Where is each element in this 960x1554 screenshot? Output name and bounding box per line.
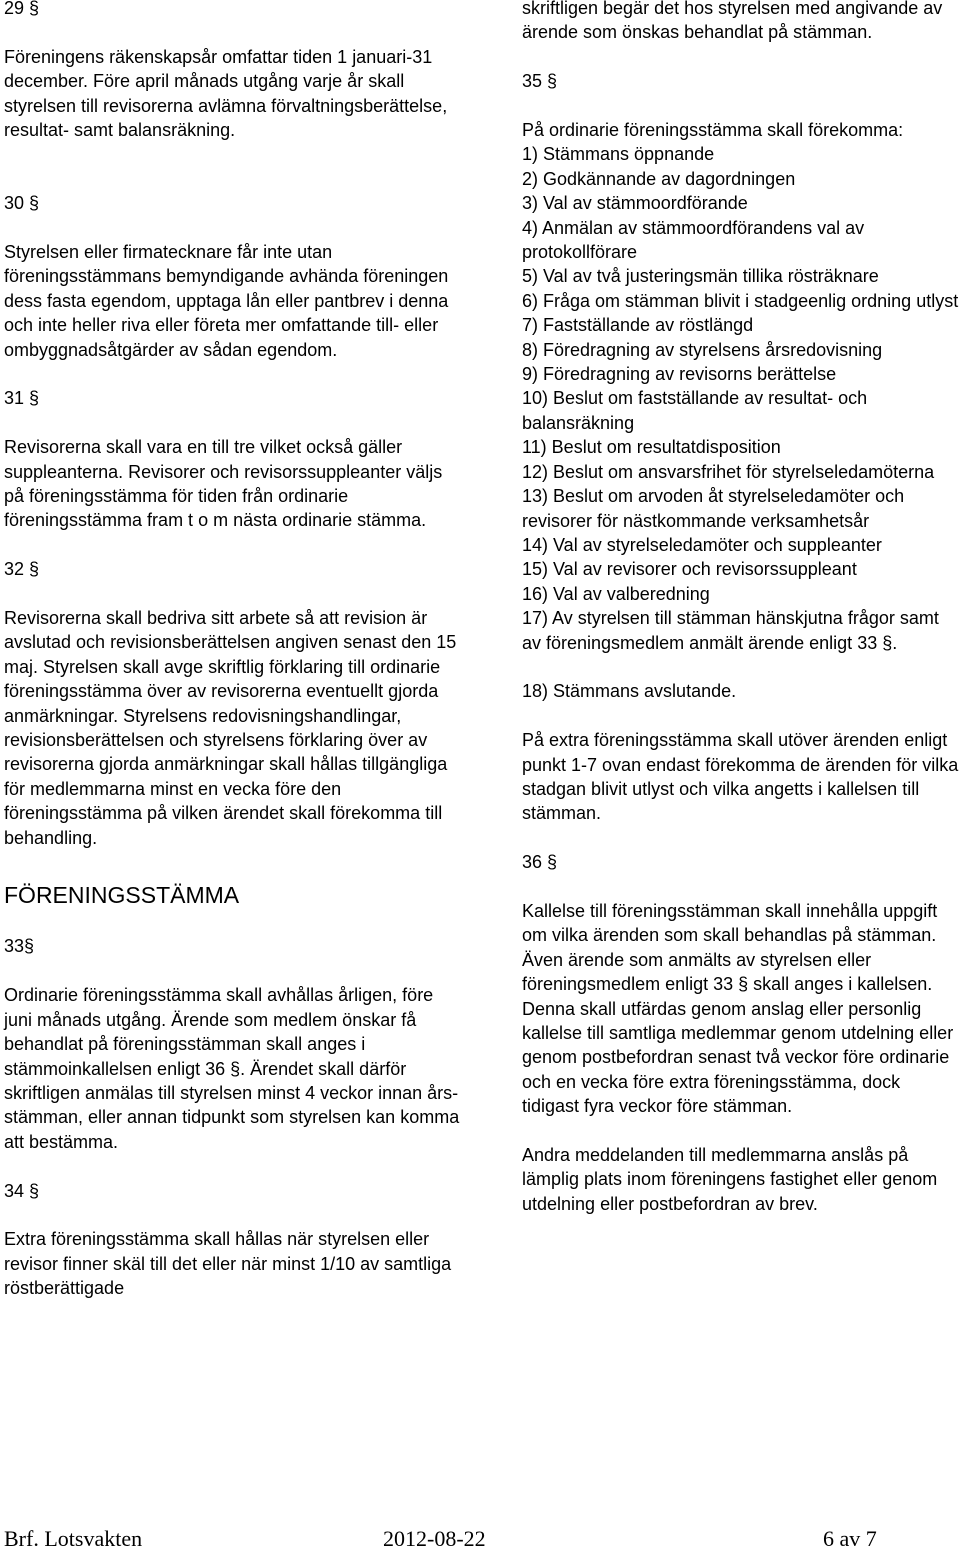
agenda-list <box>522 142 960 655</box>
footer-organization: Brf. Lotsvakten <box>4 1526 143 1551</box>
agenda-item: 14) Val av styrelseledamöter och suppleanter <box>522 534 882 555</box>
spacer <box>522 704 960 728</box>
section-34-text: Extra föreningsstämma skall hållas när styrelsen eller revisor finner skäl till det eller när minst 1/10 av samtliga röstberättigade <box>4 1229 452 1299</box>
section-36-text: Kallelse till föreningsstämman skall innehålla uppgift om vilka ärenden som skall behandlas på stämman. Även ärende som anmälts av styrelsen eller föreningsmedlem enligt 33 § skall anges i kallelsen. Denna skall utfärdas genom anslag eller personlig kallelse till samtliga medlemmar genom utdelning eller genom postbefordran senast två veckor före ordinarie och en vecka före extra föreningsstämma, dock tidigast fyra veckor före stämman. <box>522 900 954 1117</box>
agenda-item: 12) Beslut om ansvarsfrihet för styrelseledamöterna <box>522 461 935 482</box>
section-29-heading: 29 § <box>4 0 40 18</box>
agenda-item: 17) Av styrelsen till stämman hänskjutna frågor samt av föreningsmedlem anmält ärende enligt 33 §. <box>522 608 939 653</box>
section-33-heading: 33§ <box>4 936 35 957</box>
spacer <box>4 142 464 166</box>
spacer <box>4 167 464 191</box>
spacer <box>4 362 464 386</box>
spacer <box>522 875 960 899</box>
section-36-heading: 36 § <box>522 852 558 873</box>
agenda-item: 10) Beslut om fastställande av resultat- och balansräkning <box>522 388 868 433</box>
spacer <box>4 959 464 983</box>
spacer <box>4 1203 464 1227</box>
spacer <box>4 850 464 880</box>
section-32-heading: 32 § <box>4 559 40 580</box>
section-29-text: Föreningens räkenskapsår omfattar tiden 1 januari-31 december. Före april månads utgång varje år skall styrelsen till revisorerna avlämna förvaltningsberättelse, resultat- samt balansräkning. <box>4 46 448 141</box>
footer-date: 2012-08-22 <box>383 1526 486 1551</box>
spacer <box>4 20 464 44</box>
section-34-heading: 34 § <box>4 1180 40 1201</box>
section-34-continuation: skriftligen begär det hos styrelsen med angivande av ärende som önskas behandlat på stämman. <box>522 0 943 43</box>
section-31-heading: 31 § <box>4 388 40 409</box>
agenda-item: 15) Val av revisorer och revisorssuppleant <box>522 559 857 580</box>
section-35-heading: 35 § <box>522 71 558 92</box>
spacer <box>522 655 960 679</box>
left-column <box>4 0 464 1301</box>
agenda-item: 13) Beslut om arvoden åt styrelseledamöter och revisorer för nästkommande verksamhetsår <box>522 486 905 531</box>
agenda-item: 6) Fråga om stämman blivit i stadgeenlig ordning utlyst <box>522 290 959 311</box>
agenda-item: 4) Anmälan av stämmoordförandens val av protokollförare <box>522 217 865 263</box>
other-notices-text: Andra meddelanden till medlemmarna anslås på lämplig plats inom föreningens fastighet eller genom utdelning eller postbefordran av brev. <box>522 1144 938 1214</box>
agenda-item: 11) Beslut om resultatdisposition <box>522 437 781 458</box>
spacer <box>522 94 960 118</box>
chapter-heading: FÖRENINGSSTÄMMA <box>4 882 240 909</box>
section-33-text: Ordinarie föreningsstämma skall avhållas årligen, före juni månads utgång. Ärende som medlem önskar få behandlat på föreningsstämman skall anges i stämmoinkallelsen enligt 36 §. Ärendet skall därför skriftligen anmälas till styrelsen minst 4 veckor innan års-stämman, eller annan tidpunkt som styrelsen kan komma att bestämma. <box>4 985 460 1152</box>
section-31-text: Revisorerna skall vara en till tre vilket också gäller suppleanterna. Revisorer och revisorssuppleanter väljs på föreningsstämma för tiden från ordinarie föreningsstämma fram t o m nästa ordinarie stämma. <box>4 437 443 531</box>
agenda-item: 7) Fastställande av röstlängd <box>522 315 754 336</box>
agenda-item: 9) Föredragning av revisorns berättelse <box>522 364 837 385</box>
agenda-item: 1) Stämmans öppnande <box>522 144 715 165</box>
right-column <box>522 0 960 1216</box>
agenda-item: 2) Godkännande av dagordningen <box>522 168 796 189</box>
section-30-heading: 30 § <box>4 193 40 214</box>
spacer <box>4 910 464 934</box>
section-30-text: Styrelsen eller firmatecknare får inte utan föreningsstämmans bemyndigande avhända föreningen dess fasta egendom, upptaga lån eller pantbrev i denna och inte heller riva eller företa mer omfattande till- eller ombyggnadsåtgärder av sådan egendom. <box>4 242 449 360</box>
agenda-item: 3) Val av stämmoordförande <box>522 193 748 214</box>
extra-meeting-text: På extra föreningsstämma skall utöver ärenden enligt punkt 1-7 ovan endast förekomma de ärenden för vilka stadgan blivit utlyst och vilka angetts i kallelsen till stämman. <box>522 730 959 824</box>
spacer <box>522 1119 960 1143</box>
section-35-intro: På ordinarie föreningsstämma skall förekomma: <box>522 120 904 140</box>
agenda-item: 8) Föredragning av styrelsens årsredovisning <box>522 339 883 360</box>
spacer <box>4 411 464 435</box>
spacer <box>522 45 960 69</box>
spacer <box>4 533 464 557</box>
agenda-item: 5) Val av två justeringsmän tillika rösträknare <box>522 266 879 287</box>
spacer <box>4 582 464 606</box>
agenda-item-18: 18) Stämmans avslutande. <box>522 681 737 702</box>
agenda-item: 16) Val av valberedning <box>522 583 710 604</box>
spacer <box>522 826 960 850</box>
spacer <box>4 216 464 240</box>
footer-page-number: 6 av 7 <box>823 1526 877 1551</box>
section-32-text: Revisorerna skall bedriva sitt arbete så att revision är avslutad och revisionsberättelsen angiven senast den 15 maj. Styrelsen skall avge skriftlig förklaring till ordinarie föreningsstämma över av revisorerna eventuellt gjorda anmärkningar. Styrelsens redovisningshandlingar, revisionsberättelsen och styrelsens förklaring över av revisorerna gjorda anmärkningar skall hållas tillgängliga för medlemmarna minst en vecka före den föreningsstämma på vilken ärendet skall förekomma till behandling. <box>4 608 457 848</box>
spacer <box>4 1154 464 1178</box>
